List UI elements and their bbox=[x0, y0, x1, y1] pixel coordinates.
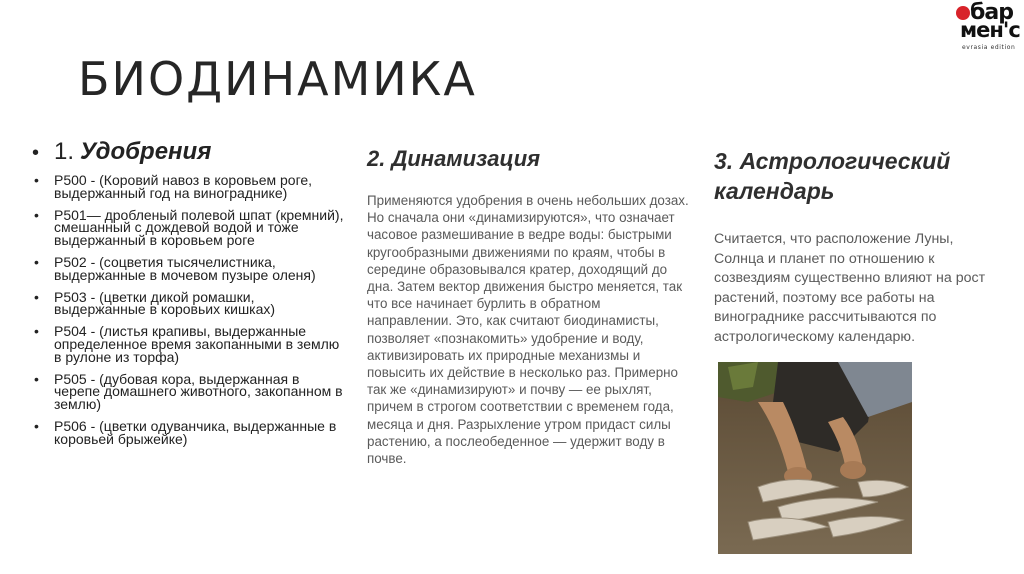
heading-number: 1. bbox=[54, 138, 75, 165]
list-item-p502: • Р502 - (соцветия тысячелистника, выдержанные в мочевом пузыре оленя) bbox=[32, 256, 344, 282]
photo-illustration bbox=[718, 362, 912, 554]
dynamization-column bbox=[367, 146, 689, 467]
list-item-p506: • Р506 - (цветки одуванчика, выдержанные в коровьей брыжейке) bbox=[32, 420, 344, 446]
logo-line-2: мен'с bbox=[960, 18, 1020, 42]
dynamization-heading: 2. Динамизация bbox=[367, 146, 541, 171]
list-item-p501: • Р501— дробленый полевой шпат (кремний), смешанный с дождевой водой и тоже выдержанный в коровьем роге bbox=[32, 209, 344, 247]
logo-line-3: evrasia edition bbox=[962, 44, 1016, 51]
list-item-p504: • Р504 - (листья крапивы, выдержанные определенное время закопанными в землю в рулоне из торфа) bbox=[32, 325, 344, 363]
astrology-heading: 3. Астрологический календарь bbox=[714, 148, 951, 204]
astrology-column bbox=[714, 146, 1004, 348]
heading-label: Удобрения bbox=[80, 138, 212, 165]
list-item-p505: • Р505 - (дубовая кора, выдержанная в черепе домашнего животного, закопанном в землю) bbox=[32, 373, 344, 411]
fertilizer-list bbox=[32, 174, 344, 446]
list-item-p503: • Р503 - (цветки дикой ромашки, выдержанные в коровьих кишках) bbox=[32, 291, 344, 317]
list-item-p500: • Р500 - (Коровий навоз в коровьем роге, выдержанный год на винограднике) bbox=[32, 174, 344, 200]
slide-title: БИОДИНАМИКА bbox=[78, 52, 477, 106]
soil-cow-horns-photo bbox=[718, 362, 912, 554]
heading-bullet: • bbox=[32, 142, 40, 164]
barmens-logo bbox=[952, 2, 1024, 54]
fertilizers-column bbox=[32, 138, 344, 455]
logo-line-1: бар bbox=[970, 0, 1013, 25]
fertilizers-heading bbox=[32, 138, 344, 166]
dynamization-text: Применяются удобрения в очень небольших дозах. Но сначала они «динамизируются», что означает часовое размешивание в ведре воды: быстрыми кругообразными движениями по краям, чтобы в середине образовывался кратер, доходящий до дна. Затем вектор движения быстро меняется, так что все начинает бурлить в обратном направлении. Это, как считают биодинамисты, позволяет «познакомить» удобрение и воду, активизировать их природные механизмы и повысить их действие в несколько раз. Примерно так же «динамизируют» и почву — ее рыхлят, причем в строгом соответствии с временем года, месяца и дня. Разрыхление утром придаст силы растению, а послеобеденное — удержит воду в почве. bbox=[367, 193, 689, 467]
astrology-text: Считается, что расположение Луны, Солнца и планет по отношению к созвездиям существенно влияют на рост растений, поэтому все работы на винограднике рассчитываются по астрологическому календарю. bbox=[714, 231, 986, 345]
